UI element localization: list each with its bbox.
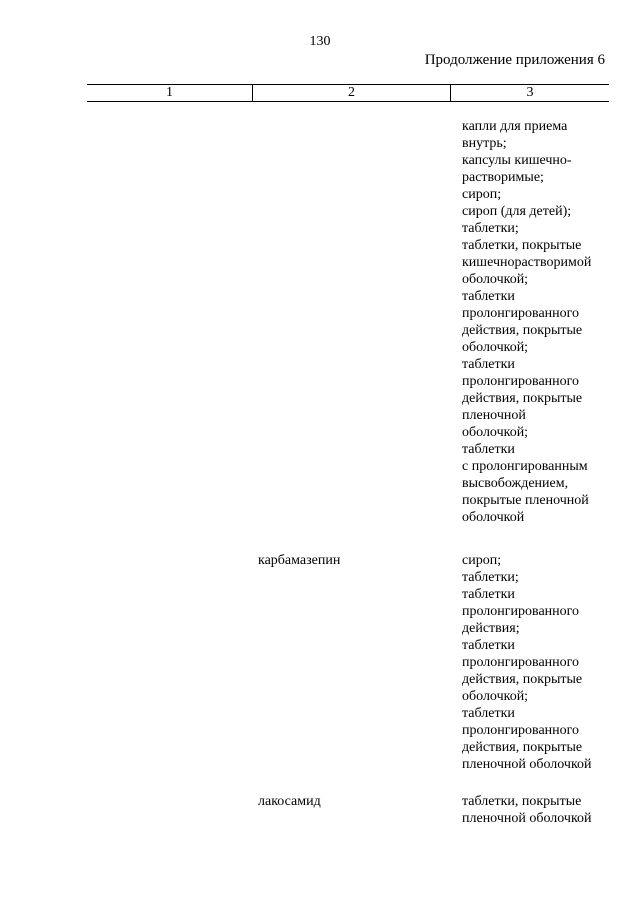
dosage-form: кишечнорастворимой (462, 255, 592, 270)
dosage-form: капсулы кишечно- (462, 153, 572, 168)
drug-name: карбамазепин (258, 553, 341, 568)
dosage-form: пролонгированного (462, 604, 580, 619)
dosage-form: таблетки (462, 442, 515, 457)
dosage-form: капли для приема (462, 119, 568, 134)
drug-name: лакосамид (258, 794, 321, 809)
header-col-3: 3 (526, 85, 534, 100)
dosage-form: таблетки (462, 706, 515, 721)
dosage-form: таблетки, покрытые (462, 794, 582, 809)
dosage-form: с пролонгированным (462, 459, 588, 474)
dosage-form: пленочной оболочкой (462, 811, 592, 826)
dosage-form: пролонгированного (462, 374, 580, 389)
dosage-form: оболочкой; (462, 689, 529, 704)
dosage-form: пролонгированного (462, 723, 580, 738)
dosage-form: оболочкой (462, 510, 525, 525)
dosage-forms-list (462, 118, 622, 526)
dosage-form: действия, покрытые (462, 323, 583, 338)
dosage-forms-list (462, 552, 622, 773)
dosage-forms-list (462, 793, 622, 827)
dosage-form: внутрь; (462, 136, 507, 151)
dosage-form: оболочкой; (462, 272, 529, 287)
dosage-form: таблетки (462, 357, 515, 372)
dosage-form: таблетки, покрытые (462, 238, 582, 253)
header-col-2: 2 (253, 85, 451, 101)
dosage-form: растворимые; (462, 170, 544, 185)
dosage-form: сироп; (462, 553, 502, 568)
page-number: 130 (309, 34, 331, 49)
dosage-form: таблетки; (462, 570, 519, 585)
dosage-form: действия, покрытые (462, 740, 583, 755)
continuation-label: Продолжение приложения 6 (424, 52, 605, 68)
dosage-form: оболочкой; (462, 425, 529, 440)
dosage-form: действия, покрытые (462, 391, 583, 406)
dosage-form: пролонгированного (462, 655, 580, 670)
dosage-form: сироп (для детей); (462, 204, 572, 219)
dosage-form: таблетки (462, 587, 515, 602)
dosage-form: пленочной (462, 408, 526, 423)
dosage-form: пленочной оболочкой (462, 757, 592, 772)
dosage-form: таблетки (462, 638, 515, 653)
dosage-form: сироп; (462, 187, 502, 202)
table-header (87, 84, 609, 102)
dosage-form: действия, покрытые (462, 672, 583, 687)
dosage-form: действия; (462, 621, 520, 636)
dosage-form: пролонгированного (462, 306, 580, 321)
dosage-form: таблетки; (462, 221, 519, 236)
dosage-form: высвобождением, (462, 476, 569, 491)
dosage-form: оболочкой; (462, 340, 529, 355)
dosage-form: покрытые пленочной (462, 493, 589, 508)
header-col-1: 1 (87, 85, 253, 101)
dosage-form: таблетки (462, 289, 515, 304)
